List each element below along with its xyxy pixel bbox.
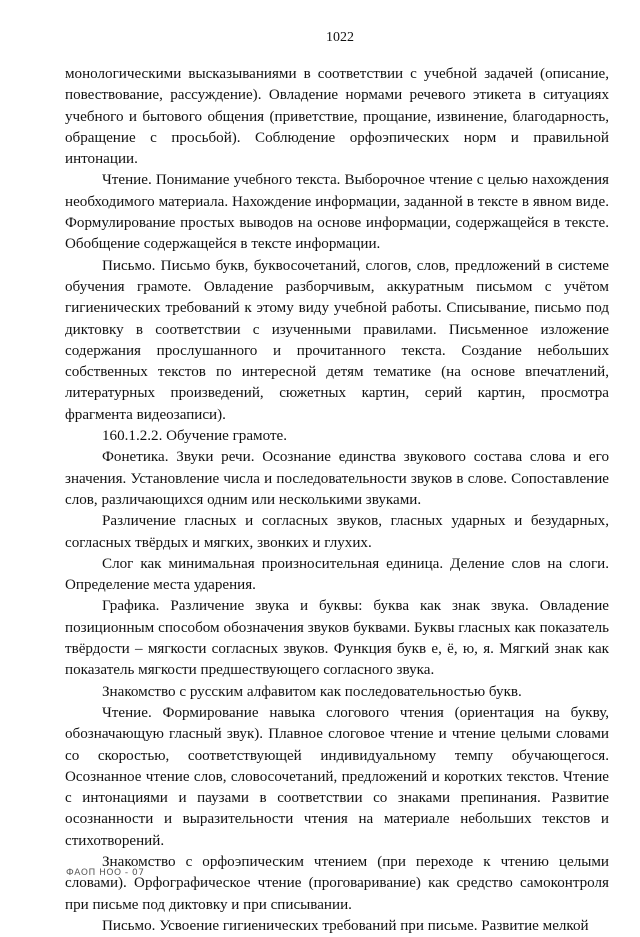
- section-heading-literacy: 160.1.2.2. Обучение грамоте.: [102, 428, 288, 445]
- paragraph-phonetics: Фонетика. Звуки речи. Осознание единства звукового состава слова и его значения. Установление числа и последовательности звуков в слове. Сопоставление слов, различающихся одним или несколькими звуками.: [65, 449, 609, 508]
- page-number: 1022: [326, 30, 354, 45]
- paragraph-alphabet: Знакомство с русским алфавитом как последовательностью букв.: [102, 683, 522, 700]
- paragraph-vowels-consonants: Различение гласных и согласных звуков, гласных ударных и безударных, согласных твёрдых и мягких, звонких и глухих.: [65, 513, 609, 551]
- footer-mark: ФАОП НОО - 07: [66, 868, 145, 878]
- paragraph-reading: Чтение. Понимание учебного текста. Выборочное чтение с целью нахождения необходимого материала. Нахождение информации, заданной в тексте в явном виде. Формулирование простых выводов на основе информации, содержащейся в тексте. Обобщение содержащейся в тексте информации.: [65, 172, 609, 253]
- paragraph-syllable: Слог как минимальная произносительная единица. Деление слов на слоги. Определение места ударения.: [65, 555, 609, 594]
- paragraph-writing: Письмо. Письмо букв, буквосочетаний, слогов, слов, предложений в системе обучения грамоте. Овладение разборчивым, аккуратным письмом с учётом гигиенических требований к этому виду учебной работы. Списывание, письмо под диктовку в соответствии с изученными правилами. Письменное изложение содержания прослушанного и прочитанного текста. Создание небольших собственных текстов по интересной детям тематике (на основе впечатлений, литературных произведений, сюжетных картин, серий картин, просмотра фрагмента видеозаписи).: [65, 257, 609, 423]
- paragraph-reading-skill: Чтение. Формирование навыка слогового чтения (ориентация на букву, обозначающую гласный звук). Плавное слоговое чтение и чтение целыми словами со скоростью, соответствующей индивидуальному темпу обучающегося. Осознанное чтение слов, словосочетаний, предложений и коротких текстов. Чтение с интонациями и паузами в соответствии со знаками препинания. Развитие осознанности и выразительности чтения на материале небольших текстов и стихотворений.: [65, 704, 609, 849]
- paragraph-orthoepic-reading: Знакомство с орфоэпическим чтением (при переходе к чтению целыми словами). Орфографическое чтение (проговаривание) как средство самоконтроля при письме под диктовку и при списывании.: [65, 853, 609, 913]
- paragraph-speech-continuation: монологическими высказываниями в соответствии с учебной задачей (описание, повествование, рассуждение). Овладение нормами речевого этикета в ситуациях учебного и бытового общения (приветствие, прощание, извинение, благодарность, обращение с просьбой). Соблюдение орфоэпических норм и правильной интонации.: [65, 66, 609, 168]
- paragraph-writing-hygiene: Письмо. Усвоение гигиенических требований при письме. Развитие мелкой: [102, 917, 589, 934]
- paragraph-graphics: Графика. Различение звука и буквы: буква как знак звука. Овладение позиционным способом обозначения звуков буквами. Буквы гласных как показатель твёрдости – мягкости согласных звуков. Функция букв е, ё, ю, я. Мягкий знак как показатель мягкости предшествующего согласного звука.: [65, 598, 609, 679]
